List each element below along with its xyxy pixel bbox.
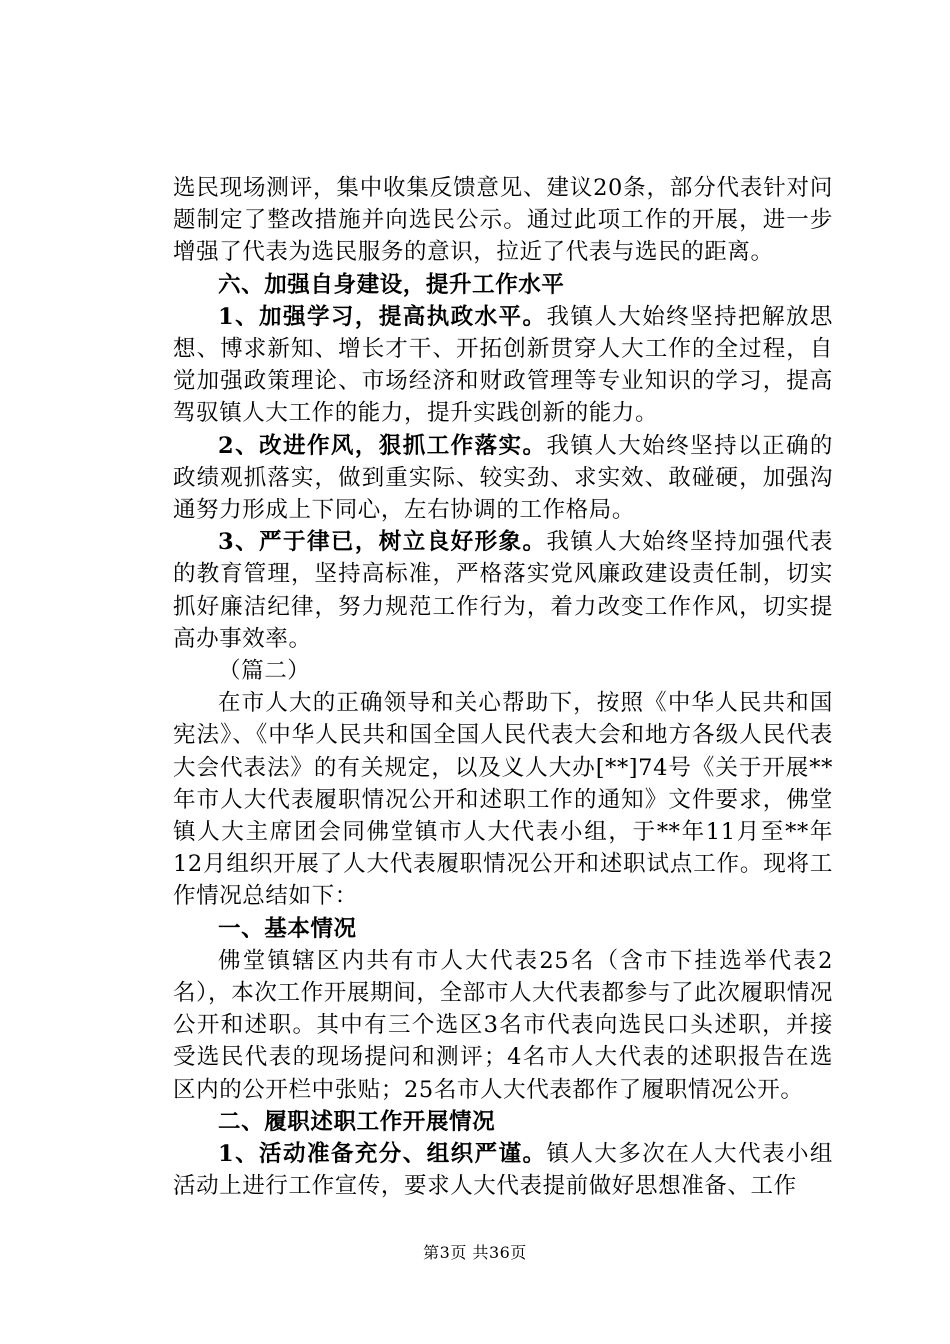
lead-sentence: 2、改进作风，狠抓工作落实。 xyxy=(218,432,547,459)
paragraph xyxy=(173,526,833,655)
heading-text: 二、履职述职工作开展情况 xyxy=(218,1108,496,1135)
lead-sentence: 1、活动准备充分、组织严谨。 xyxy=(218,1141,547,1168)
section-heading xyxy=(173,1106,833,1138)
section-heading xyxy=(173,269,833,301)
page-number-footer: 第3页 共36页 xyxy=(423,1243,527,1262)
lead-sentence: 3、严于律已，树立良好形象。 xyxy=(218,529,547,556)
paragraph-text: 选民现场测评，集中收集反馈意见、建议20条，部分代表针对问题制定了整改措施并向选民公示。通过此项工作的开展，进一步增强了代表为选民服务的意识，拉近了代表与选民的距离。 xyxy=(173,175,833,266)
paragraph xyxy=(173,301,833,430)
paragraph xyxy=(173,430,833,527)
paragraph-text: 我镇人大始终坚持以正确的政绩观抓落实，做到重实际、较实劲、求实效、敢碰硬，加强沟通努力形成上下同心，左右协调的工作格局。 xyxy=(173,432,833,524)
paragraph xyxy=(173,945,833,1106)
body-text xyxy=(173,172,833,1203)
paragraph xyxy=(173,687,833,912)
part-label xyxy=(173,655,833,687)
section-heading xyxy=(173,913,833,945)
paragraph-text: （篇二） xyxy=(218,658,311,685)
paragraph-text: 佛堂镇辖区内共有市人大代表25名（含市下挂选举代表2名），本次工作开展期间，全部市人大代表都参与了此次履职情况公开和述职。其中有三个选区3名市代表向选民口头述职，并接受选民代表的现场提问和测评；4名市人大代表的述职报告在选区内的公开栏中张贴；25名市人大代表都作了履职情况公开。 xyxy=(173,947,833,1103)
heading-text: 一、基本情况 xyxy=(218,915,357,942)
paragraph xyxy=(173,172,833,269)
heading-text: 六、加强自身建设，提升工作水平 xyxy=(218,271,565,298)
paragraph-text: 我镇人大始终坚持把解放思想、博求新知、增长才干、开拓创新贯穿人大工作的全过程，自觉加强政策理论、市场经济和财政管理等专业知识的学习，提高驾驭镇人大工作的能力，提升实践创新的能力。 xyxy=(173,303,833,427)
lead-sentence: 1、加强学习，提高执政水平。 xyxy=(218,303,547,330)
paragraph-text: 在市人大的正确领导和关心帮助下，按照《中华人民共和国宪法》、《中华人民共和国全国人民代表大会和地方各级人民代表大会代表法》的有关规定，以及义人大办[**]74号《关于开展**年市人大代表履职情况公开和述职工作的通知》文件要求，佛堂镇人大主席团会同佛堂镇市人大代表小组，于**年11月至**年12月组织开展了人大代表履职情况公开和述职试点工作。现将工作情况总结如下： xyxy=(173,690,833,910)
paragraph-text: 我镇人大始终坚持加强代表的教育管理，坚持高标准，严格落实党风廉政建设责任制，切实抓好廉洁纪律，努力规范工作行为，着力改变工作作风，切实提高办事效率。 xyxy=(173,529,833,652)
paragraph-text: 镇人大多次在人大代表小组活动上进行工作宣传，要求人大代表提前做好思想准备、工作 xyxy=(173,1141,833,1200)
paragraph xyxy=(173,1138,833,1202)
